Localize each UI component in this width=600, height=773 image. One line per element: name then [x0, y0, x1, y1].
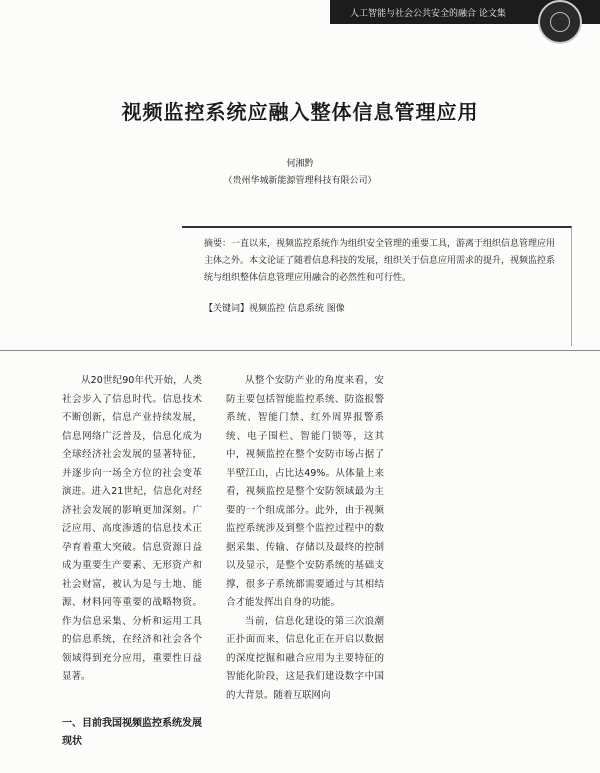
- body-column-left: [62, 372, 202, 751]
- author-name: 何湘黔: [286, 159, 314, 169]
- keywords: 【关键词】视频监控 信息系统 图像: [204, 304, 345, 314]
- body-column-right: [226, 372, 384, 705]
- section-heading: 一、目前我国视频监控系统发展现状: [62, 717, 202, 747]
- author-affiliation: （贵州华城新能源管理科技有限公司）: [223, 176, 377, 186]
- circular-seal-icon: [538, 0, 582, 44]
- abstract-text: 摘要：一直以来，视频监控系统作为组织安全管理的重要工具，游离于组织信息管理应用主体之外。本文论证了随着信息科技的发展，组织关于信息应用需求的提升，视频监控系统与组织整体信息管理应用融合的必然性和可行性。: [204, 239, 556, 283]
- body-paragraph: 当前，信息化建设的第三次浪潮正扑面而来，信息化正在开启以数据的深度挖掘和融合应用为主要特征的智能化阶段，这是我们建设数字中国的大背景。随着互联网向: [226, 615, 384, 701]
- running-title: 人工智能与社会公共安全的融合 论文集: [350, 8, 506, 19]
- abstract-box: [182, 226, 572, 346]
- section-divider: [0, 350, 600, 351]
- body-paragraph: 从20世纪90年代开始，人类社会步入了信息时代。信息技术不断创新，信息产业持续发展，信息网络广泛普及，信息化成为全球经济社会发展的显著特征，并逐步向一场全方位的社会变革演进。进入21世纪，信息化对经济社会发展的影响更加深刻。广泛应用、高度渗透的信息技术正孕育着重大突破。信息资源日益成为重要生产要素、无形资产和社会财富，被认为是与土地、能源、材料同等重要的战略物资。作为信息采集、分析和运用工具的信息系统，在经济和社会各个领域得到充分应用，重要性日益显著。: [62, 375, 202, 682]
- seal-inner-ring: [550, 12, 570, 32]
- article-title: 视频监控系统应融入整体信息管理应用: [121, 100, 479, 124]
- body-paragraph: 从整个安防产业的角度来看，安防主要包括智能监控系统、防盗报警系统、智能门禁、红外周界报警系统、电子围栏、智能门锁等，这其中，视频监控在整个安防市场占据了半壁江山，占比达49%。从体量上来看，视频监控是整个安防领域最为主要的一个组成部分。此外，由于视频监控系统涉及到整个监控过程中的数据采集、传输、存储以及最终的控制以及显示，是整个安防系统的基础支撑，很多子系统都需要通过与其相结合才能发挥出自身的功能。: [226, 375, 384, 608]
